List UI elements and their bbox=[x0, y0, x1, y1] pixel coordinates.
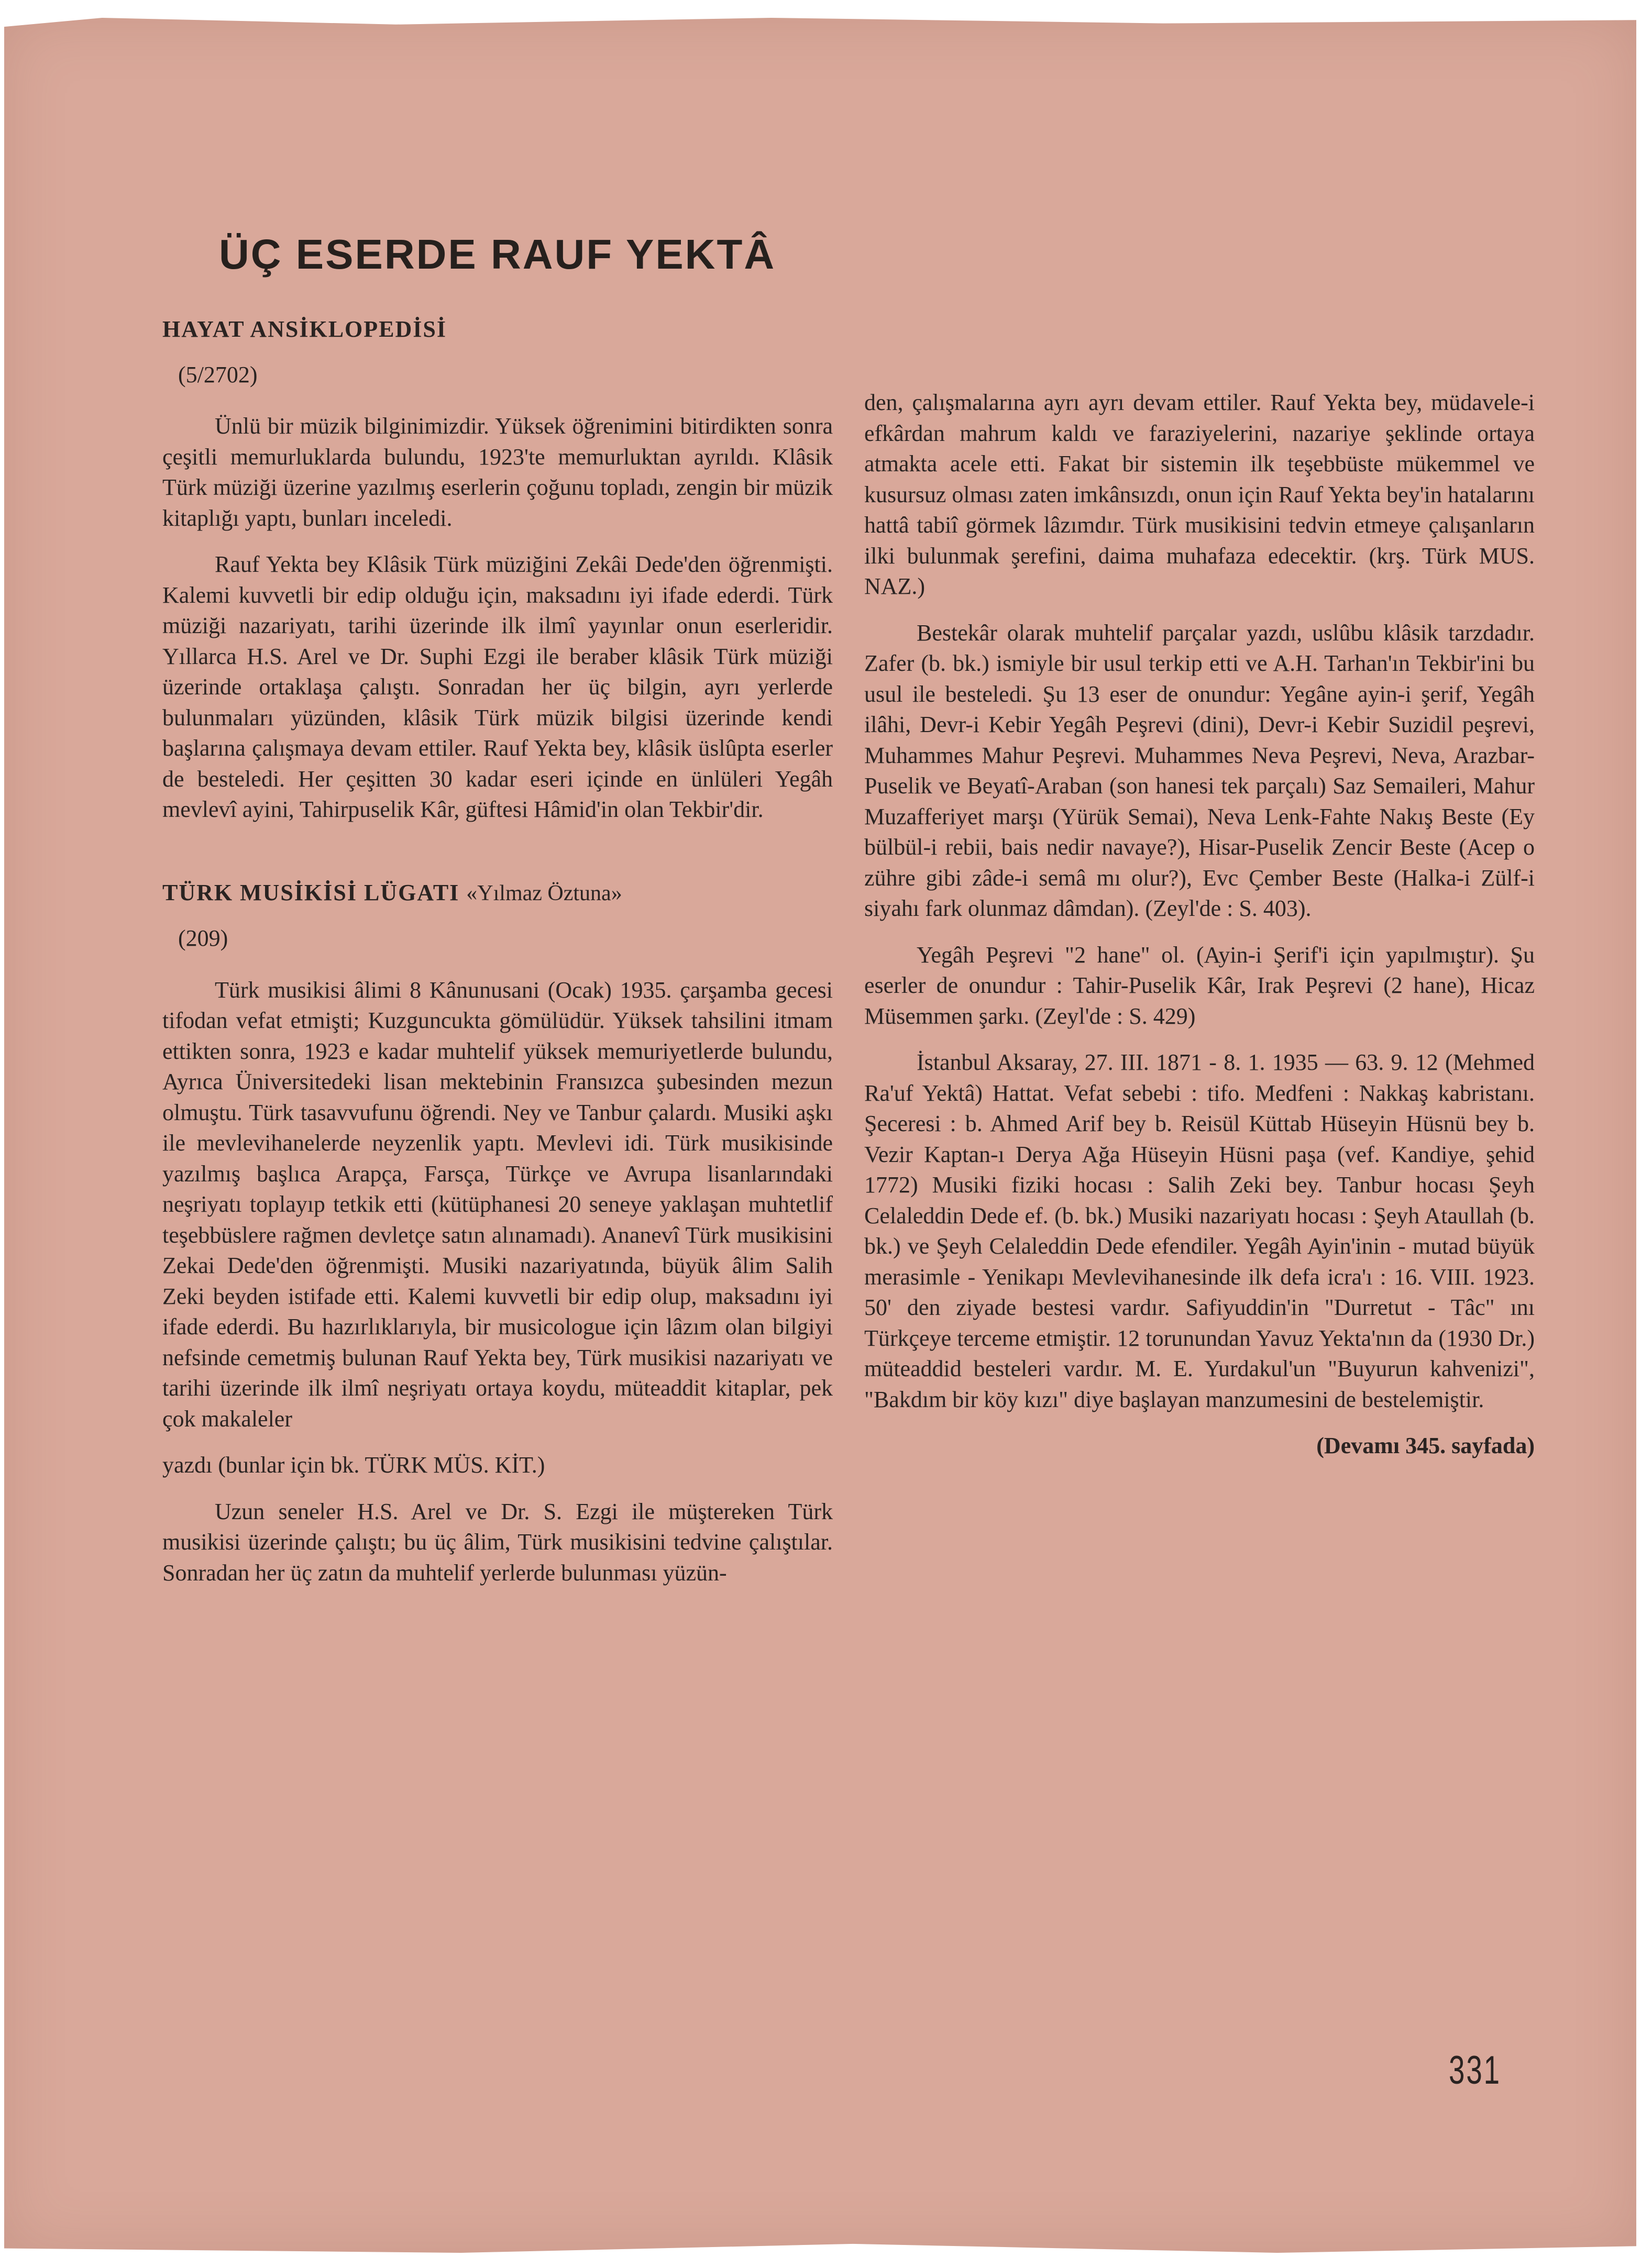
right-column bbox=[864, 388, 1535, 1462]
paragraph: den, çalışmalarına ayrı ayrı devam ettiler. Rauf Yekta bey, müdavele-i efkârdan mahrum kaldı ve faraziyelerini, nazariye şeklinde ortaya atmakta acele etti. Fakat bir sistemin ilk teşebbüste mükemmel ve kusursuz olması zaten imkânsızdı, onun için Rauf Yekta bey'in hatalarını hattâ tabiî görmek lâzımdır. Türk musikisini tedvin etmeye çalışanların ilki bulunmak şerefini, daima muhafaza edecektir. (krş. Türk MUS. NAZ.) bbox=[864, 390, 1535, 599]
section-heading-hayat: HAYAT ANSİKLOPEDİSİ bbox=[162, 316, 447, 342]
page-number: 331 bbox=[1449, 2048, 1501, 2093]
paragraph: İstanbul Aksaray, 27. III. 1871 - 8. 1. 1935 — 63. 9. 12 (Mehmed Ra'uf Yektâ) Hattat. Vefat sebebi : tifo. Medfeni : Nakkaş kabristanı. Şeceresi : b. Ahmed Arif bey b. Reisül Küttab Hüseyin Hüsnü bey b. Vezir Kaptan-ı Derya Ağa Hüseyin Hüsni paşa (vef. Kandiye, şehid 1772) Musiki fiziki hocası : Salih Zeki bey. Tanbur hocası Şeyh Celaleddin Dede ef. (b. bk.) Musiki nazariyatı hocası : Şeyh Ataullah (b. bk.) ve Şeyh Celaleddin Dede efendiler. Yegâh Ayin'inin - mutad büyük merasimle - Yenikapı Mevlevihanesinde ilk defa icra'ı : 16. VIII. 1923. 50' den ziyade bestesi vardır. Safiyuddin'in "Durretut - Tâc" ını Türkçeye terceme etmiştir. 12 torunundan Yavuz Yekta'nın da (1930 Dr.) müteaddid besteleri vardır. M. E. Yurdakul'un "Buyurun kahvenizi", "Bakdım bir köy kızı" diye başlayan manzumesini de bestelemiştir. bbox=[864, 1049, 1535, 1412]
left-column bbox=[162, 314, 833, 1604]
paragraph: Uzun seneler H.S. Arel ve Dr. S. Ezgi ile müştereken Türk musikisi üzerinde çalıştı; bu üç âlim, Türk musikisini tedvine çalıştılar. Sonradan her üç zatın da muhtelif yerlerde bulunması yüzün- bbox=[162, 1498, 833, 1586]
section-heading-lugat-title: TÜRK MUSİKİSİ LÜGATI bbox=[162, 879, 460, 905]
paragraph: Bestekâr olarak muhtelif parçalar yazdı, uslûbu klâsik tarzdadır. Zafer (b. bk.) ismiyle bir usul terkip etti ve A.H. Tarhan'ın Tekbir'ini bu usul ile besteledi. Şu 13 eser de onundur: Yegâne ayin-i şerif, Yegâh ilâhi, Devr-i Kebir Yegâh Peşrevi (dini), Devr-i Kebir Suzidil peşrevi, Muhammes Mahur Peşrevi. Muhammes Neva Peşrevi, Neva, Arazbar-Puselik ve Beyatî-Araban (son hanesi tek parçalı) Saz Semaileri, Mahur Muzafferiyet marşı (Yürük Semai), Neva Lenk-Fahte Nakış Beste (Ey bülbül-i rebii, bais nedir navaye?), Hisar-Puselik Zencir Beste (Acep o zühre gibi zâde-i semâ mı olur?), Evc Çember Beste (Halka-i Zülf-i siyahı fark olunmaz dâmdan). (Zeyl'de : S. 403). bbox=[864, 619, 1535, 921]
section-heading-lugat-author: «Yılmaz Öztuna» bbox=[466, 881, 622, 905]
section-heading-lugat bbox=[162, 878, 833, 909]
paragraph: Türk musikisi âlimi 8 Kânunusani (Ocak) 1935. çarşamba gecesi tifodan vefat etmişti; Kuzguncukta gömülüdür. Yüksek tahsilini itmam ettikten sonra, 1923 e kadar muhtelif yüksek memuriyetlerde bulundu, Ayrıca Üniversitedeki lisan mektebinin Fransızca şubesinden mezun olmuştu. Türk tasavvufunu öğrendi. Ney ve Tanbur çalardı. Musiki aşkı ile mevlevihanelerde neyzenlik yaptı. Mevlevi idi. Türk musikisinde yazılmış başlıca Arapça, Farsça, Türkçe ve Avrupa lisanlarındaki neşriyatı toplayıp tetkik etti (kütüphanesi 20 seneye yaklaşan muhtetlif teşebbüslere rağmen devletçe satın alınamadı). Ananevî Türk musikisini Zekai Dede'den öğrenmişti. Musiki nazariyatında, büyük âlim Salih Zeki beyden istifade etti. Kalemi kuvvetli bir edip olup, maksadını iyi ifade ederdi. Bu hazırlıklarıyla, bir musicologue için lâzım olan bilgiyi nefsinde cemetmiş bulunan Rauf Yekta bey, Türk musikisi nazariyatı ve tarihi üzerinde ilk ilmî neşriyatı ortaya koydu, müteaddit kitaplar, pek çok makaleler bbox=[162, 977, 833, 1432]
section-ref-hayat: (5/2702) bbox=[178, 361, 258, 388]
paragraph: Rauf Yekta bey Klâsik Türk müziğini Zekâi Dede'den öğrenmişti. Kalemi kuvvetli bir edip olduğu için, maksadını iyi ifade ederdi. Türk müziği nazariyatı, tarihi üzerinde ilk ilmî yayınlar onun eserleridir. Yıllarca H.S. Arel ve Dr. Suphi Ezgi ile beraber klâsik Türk müziği üzerinde ortaklaşa çalıştı. Sonradan her üç bilgin, ayrı yerlerde bulunmaları yüzünden, klâsik Türk müzik bilgisi üzerinde kendi başlarına çalışmaya devam ettiler. Rauf Yekta bey, klâsik üslûpta eserler de besteledi. Her çeşitten 30 kadar eseri içinde en ünlüleri Yegâh mevlevî ayini, Tahirpuselik Kâr, güftesi Hâmid'in olan Tekbir'dir. bbox=[162, 551, 833, 822]
paragraph: Yegâh Peşrevi "2 hane" ol. (Ayin-i Şerif'i için yapılmıştır). Şu eserler de onundur : Tahir-Puselik Kâr, Irak Peşrevi (2 hane), Hicaz Müsemmen şarkı. (Zeyl'de : S. 429) bbox=[864, 942, 1535, 1029]
paragraph: Ünlü bir müzik bilginimizdir. Yüksek öğrenimini bitirdikten sonra çeşitli memurluklarda bulundu, 1923'te memurluktan ayrıldı. Klâsik Türk müziği üzerine yazılmış eserlerin çoğunu topladı, zengin bir müzik kitaplığı yaptı, bunları inceledi. bbox=[162, 413, 833, 531]
continued-note: (Devamı 345. sayfada) bbox=[1316, 1433, 1535, 1458]
section-ref-lugat: (209) bbox=[178, 925, 228, 951]
article-title: ÜÇ ESERDE RAUF YEKTÂ bbox=[219, 231, 776, 278]
paragraph: yazdı (bunlar için bk. TÜRK MÜS. KİT.) bbox=[162, 1452, 545, 1478]
